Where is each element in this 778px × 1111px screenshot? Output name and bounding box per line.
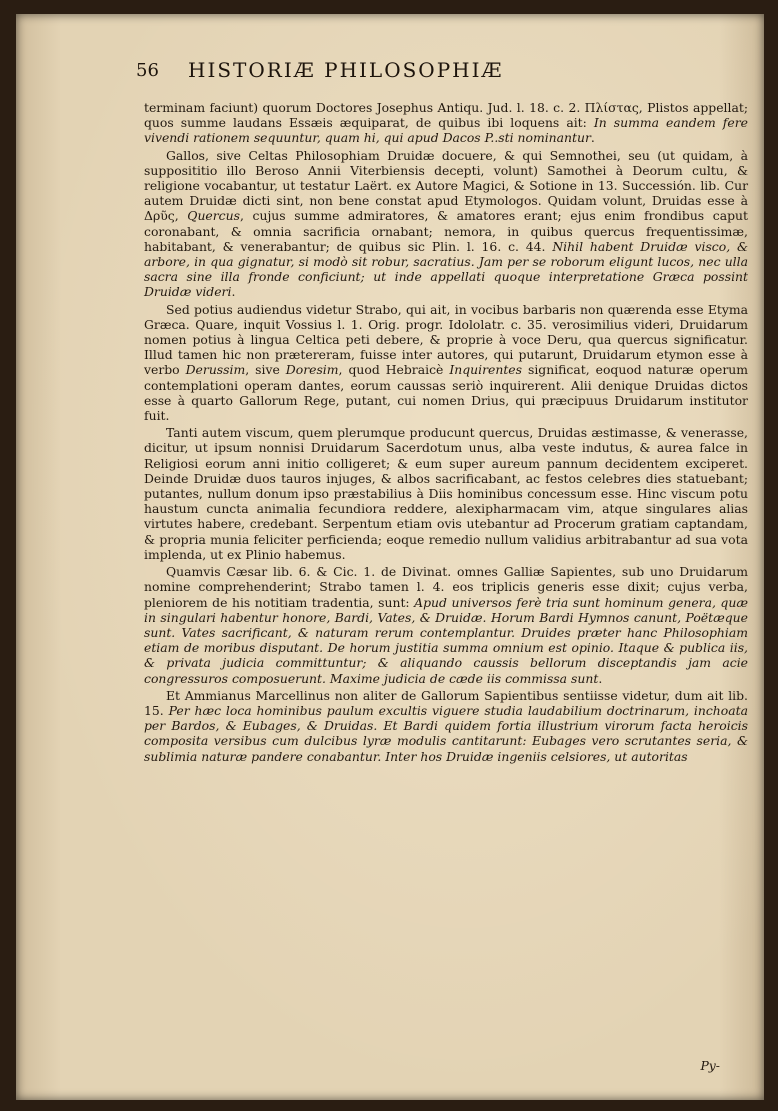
text-run: terminam faciunt) quorum Doctores Josephus Antiqu. Jud. l. 18. c. 2. Πλίστας, Plistos appellat; quos summe laudans Essæis æquiparat, de quibus ibi loquens ait: [144,100,748,131]
italic-quotation: Doresim [285,362,339,378]
text-run: Quamvis Cæsar lib. 6. & Cic. 1. de Divinat. omnes Galliæ Sapientes, sub uno Druidarum nomine comprehenderint; Strabo tamen l. 4. eos triplicis generis esse dixit; cujus verba, pleniorem de his notitiam tradentia, sunt: [144,564,748,610]
italic-quotation: Derussim [185,362,246,378]
text-run: . [231,284,236,300]
text-run: significat, eoquod naturæ operum contemplationi operam dantes, eorum caussas seriò inquirerent. Alii denique Druidas dictos esse à quarto Gallorum Rege, putant, cui nomen Drius, qui præcipuus Druidarum institutor fuit. [144,362,748,424]
text-run: , sive [245,362,286,378]
italic-quotation: Quercus [187,208,240,224]
body-text [144,100,748,764]
paragraph-3 [144,302,748,424]
paragraph-6 [144,688,748,764]
running-title: HISTORIÆ PHILOSOPHIÆ [188,58,504,82]
italic-quotation: In summa eandem fere vivendi rationem sequuntur, quam hi, qui apud Dacos P..sti nominantur [144,115,748,146]
paragraph-1 [144,100,748,146]
text-run: . [590,130,595,146]
italic-quotation: Apud universos ferè tria sunt hominum genera, quæ in singulari habentur honore, Bardi, Vates, & Druidæ. Horum Bardi Hymnos canunt, Poëtæque sunt. Vates sacrificant, & naturam rerum contemplantur. Druides præter hanc Philosophiam etiam de moribus disputant. De horum justitia summa omnium est opinio. Itaque & publica iis, & privata judicia committuntur; & aliquando caussis bellorum disceptandis jam acie congressuros composuerunt. Maxime judicia de cæde iis commissa sunt [144,594,748,686]
text-run: . [598,670,603,686]
text-run: , cujus summe admiratores, & amatores erant; ejus enim frondibus caput coronabant, & omnia sacrificia ornabant; nemora, in quibus quercus frequentissimæ, habitabant, & venerabantur; de quibus sic Plin. l. 16. c. 44. [144,208,748,254]
paragraph-4 [144,425,748,562]
book-page [16,14,764,1100]
paragraph-5 [144,564,748,686]
italic-quotation: Nihil habent Druidæ visco, & arbore, in qua gignatur, si modò sit robur, sacratius. Jam per se roborum eligunt lucos, nec ulla sacra sine illa fronde conficiunt; ut inde appellati quoque interpretatione Græca possint Druidæ videri [144,238,749,300]
catchword: Py- [700,1058,720,1073]
text-run: Sed potius audiendus videtur Strabo, qui ait, in vocibus barbaris non quærenda esse Etyma Græca. Quare, inquit Vossius l. 1. Orig. progr. Idololatr. c. 35. verosimilius videri, Druidarum nomen potius à lingua Celtica peti debere, & proprie à voce Deru, qua quercus significatur. Illud tamen hic non prætereram, fuisse inter autores, qui putarunt, Druidarum etymon esse à verbo [144,301,748,378]
text-run: Tanti autem viscum, quem plerumque producunt quercus, Druidas æstimasse, & venerasse, dicitur, ut ipsum nonnisi Druidarum Sacerdotum unus, alba veste indutus, & aurea falce in Religiosi eorum anni initio colligeret; & eum super aureum pannum decidentem exciperet. Deinde Druidæ duos tauros injuges, & albos sacrificabant, ac festos celebres dies statuebant; putantes, nullum donum ipso præstabilius à Diis hominibus concessum esse. Hinc viscum potu haustum cuncta animalia fecundiora reddere, alexipharmacam vim, atque singulares alias virtutes habere, credebant. Serpentum etiam ovis utebantur ad Procerum gratiam captandam, & propria munia feliciter perficienda; eoque remedio nullum validius arbitrabantur ad sua vota implenda, ut ex Plinio habemus. [144,425,748,562]
text-run: Gallos, sive Celtas Philosophiam Druidæ docuere, & qui Semnothei, seu (ut quidam, à supposititio illo Beroso Annii Viterbiensis decepti, volunt) Samothei à Deorum cultu, & religione vocabantur, ut testatur Laërt. ex Autore Magici, & Sotione in 13. Successión. lib. Cur autem Druidæ dicti sint, non bene constat apud Etymologos. Quidam volunt, Druidas esse à Δρῦς, [144,147,748,224]
italic-quotation: Inquirentes [449,362,522,378]
paragraph-2 [144,148,748,300]
text-run: , quod Hebraicè [338,362,450,378]
text-run: Et Ammianus Marcellinus non aliter de Gallorum Sapientibus sentiisse videtur, dum ait lib. 15. [144,687,748,718]
page-number: 56 [136,60,159,81]
italic-quotation: Per hæc loca hominibus paulum excultis viguere studia laudabilium doctrinarum, inchoata per Bardos, & Eubages, & Druidas. Et Bardi quidem fortia illustrium virorum facta heroicis composita versibus cum dulcibus lyræ modulis cantitarunt: Eubages vero scrutantes seria, & sublimia naturæ pandere conabantur. Inter hos Druidæ ingeniis celsiores, ut autoritas [144,702,748,764]
page-header [136,60,736,90]
